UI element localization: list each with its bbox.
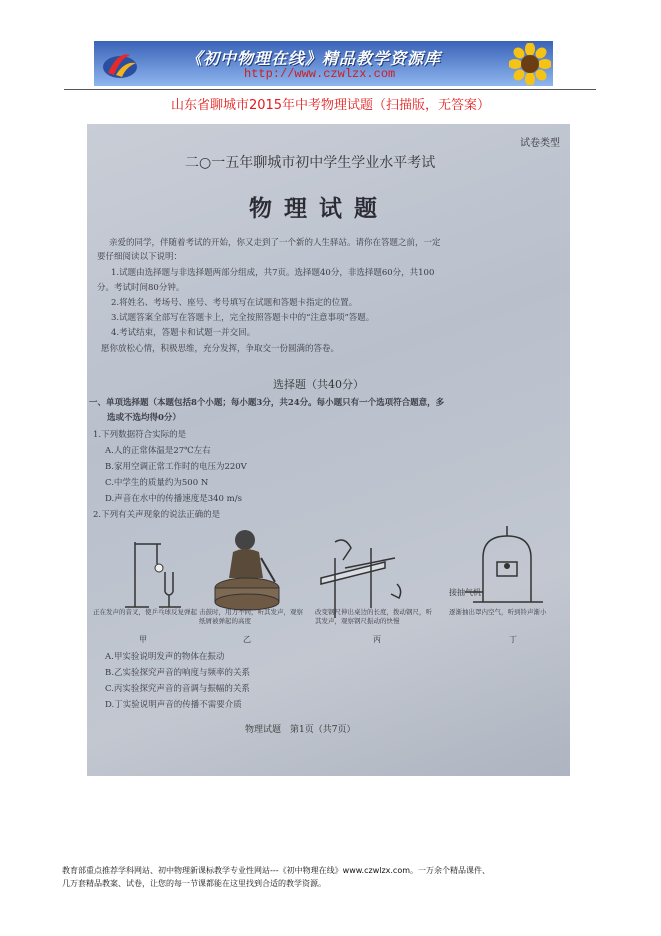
figure-caption: 正在发声的音叉，使乒乓球反复弹起 bbox=[93, 608, 197, 616]
question-2-stem: 2.下列有关声现象的说法正确的是 bbox=[93, 510, 221, 520]
banner-url[interactable]: http://www.czwlzx.com bbox=[244, 67, 396, 81]
intro-line: 1.试题由选择题与非选择题两部分组成，共7页。选择题40分，非选择题60分，共100 bbox=[111, 268, 435, 278]
intro-line: 分。考试时间80分钟。 bbox=[97, 283, 185, 293]
question-2-option: D.丁实验说明声音的传播不需要介质 bbox=[105, 700, 242, 710]
figure-label: 接抽气机 bbox=[449, 588, 481, 597]
intro-line: 3.试题答案全部写在答题卡上，完全按照答题卡中的“注意事项”答题。 bbox=[111, 313, 375, 323]
site-logo-icon bbox=[100, 47, 140, 81]
footer-line: 教育部重点推荐学科网站、初中物理新课标教学专业性网站---《初中物理在线》www.czwlzx.com。一万余个精品课件、 bbox=[62, 866, 491, 875]
exam-title: 二○一五年聊城市初中学生学业水平考试 bbox=[185, 155, 436, 171]
exam-scan bbox=[87, 124, 570, 776]
page-headline: 山东省聊城市2015年中考物理试题（扫描版，无答案） bbox=[170, 98, 491, 113]
figure-caption: 逐渐抽出罩内空气，听到铃声渐小 bbox=[449, 608, 547, 616]
paper-type-label: 试卷类型 bbox=[520, 138, 560, 149]
figure-caption: 击鼓时，用力不同，听其发声，观察纸屑被弹起的高度 bbox=[199, 608, 303, 625]
figure-caption: 改变钢尺伸出桌边的长度，拨动钢尺，听其发声，观察钢尺振动的快慢 bbox=[315, 608, 432, 625]
question-1-option: D.声音在水中的传播速度是340 m/s bbox=[105, 494, 242, 504]
figure-tag: 丙 bbox=[373, 635, 381, 644]
figure-tag: 甲 bbox=[139, 635, 147, 644]
question-2-option: B.乙实验探究声音的响度与频率的关系 bbox=[105, 668, 250, 678]
sunflower-icon bbox=[509, 43, 551, 85]
footer-line: 几万套精品教案、试卷，让您的每一节课都能在这里找到合适的教学资源。 bbox=[62, 879, 326, 888]
intro-line: 愿你放松心情，积极思维，充分发挥，争取交一份圆满的答卷。 bbox=[101, 344, 340, 354]
part-one-heading: 选或不选均得0分） bbox=[107, 413, 181, 423]
part-one-heading: 一、单项选择题（本题包括8个小题；每小题3分，共24分。每小题只有一个选项符合题意，多 bbox=[89, 398, 445, 408]
banner-title: 《初中物理在线》精品教学资源库 bbox=[186, 49, 442, 68]
header-rule bbox=[64, 89, 596, 90]
question-1-option: B.家用空调正常工作时的电压为220V bbox=[105, 462, 247, 472]
page-footer bbox=[62, 864, 602, 890]
site-banner bbox=[94, 41, 553, 86]
intro-line: 亲爱的同学，伴随着考试的开始，你又走到了一个新的人生驿站。请你在答题之前，一定 bbox=[109, 238, 441, 248]
intro-line: 要仔细阅读以下说明： bbox=[97, 252, 183, 262]
figure-tag: 乙 bbox=[243, 635, 251, 644]
question-1-option: A.人的正常体温是27℃左右 bbox=[105, 446, 211, 456]
exam-page-footer: 物理试题 第1页（共7页） bbox=[245, 725, 356, 735]
section-title: 选择题（共40分） bbox=[273, 378, 364, 391]
question-2-option: A.甲实验说明发声的物体在振动 bbox=[105, 652, 225, 662]
intro-line: 2.将姓名、考场号、座号、考号填写在试题和答题卡指定的位置。 bbox=[111, 298, 358, 308]
question-1-stem: 1.下列数据符合实际的是 bbox=[93, 430, 187, 440]
intro-line: 4.考试结束，答题卡和试题一并交回。 bbox=[111, 328, 256, 338]
subject-title: 物理试题 bbox=[249, 195, 389, 222]
question-2-option: C.丙实验探究声音的音调与振幅的关系 bbox=[105, 684, 250, 694]
question-1-option: C.中学生的质量约为500 N bbox=[105, 478, 209, 488]
figure-tag: 丁 bbox=[509, 635, 517, 644]
